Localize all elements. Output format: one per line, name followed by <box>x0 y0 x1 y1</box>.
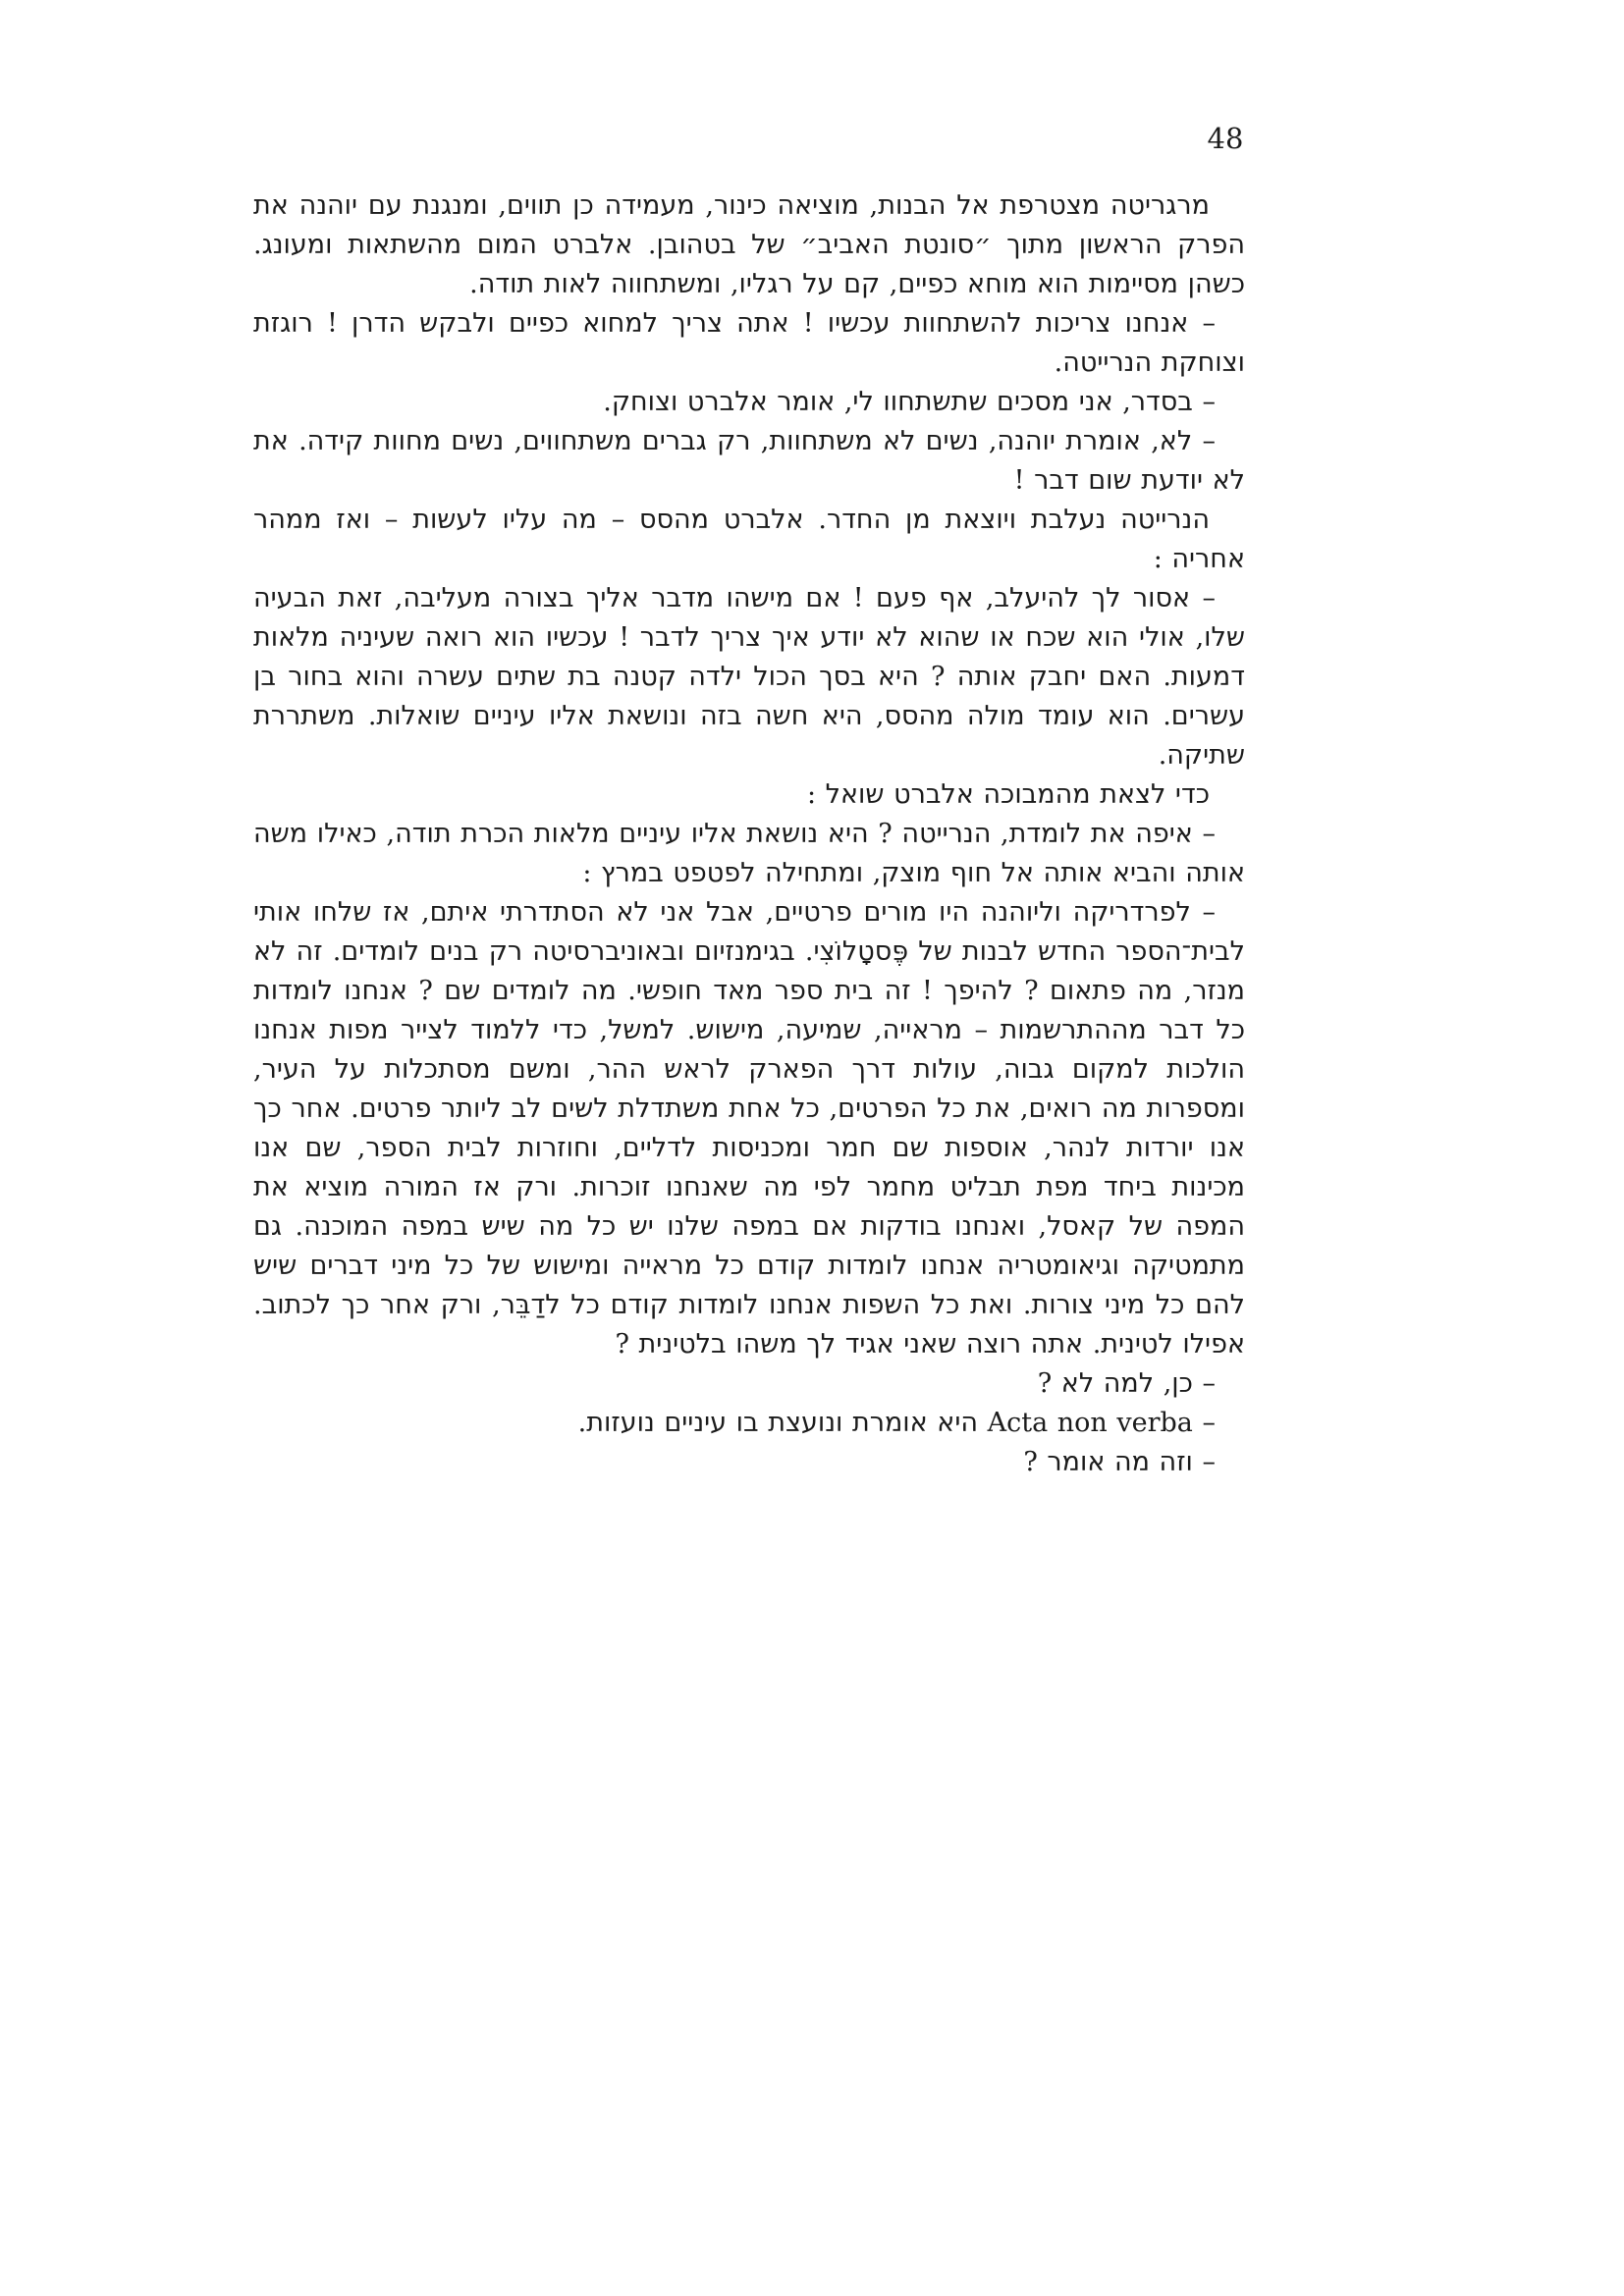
paragraph-dialogue: – וזה מה אומר ? <box>1023 1447 1216 1477</box>
paragraph-dialogue: – לפרדריקה וליוהנה היו מורים פרטיים, אבל אני לא הסתדרתי איתם, אז שלחו אותי לבית־הספר החדש לבנות של פֶּסטָלוֹצִי. בגימנזיום ובאוניברסיטה רק בנים לומדים. זה לא מנזר, מה פתאום ? להיפך ! זה בית ספר מאד חופשי. מה לומדים שם ? אנחנו לומדות כל דבר מההתרשמות – מראייה, שמיעה, מישוש. למשל, כדי ללמוד לצייר מפות אנחנו הולכות למקום גבוה, עולות דרך הפארק לראש ההר, ומשם מסתכלות על העיר, ומספרות מה רואים, את כל הפרטים, כל אחת משתדלת לשים לב ליותר פרטים. אחר כך אנו יורדות לנהר, אוספות שם חמר ומכניסות לדליים, וחוזרות לבית הספר, שם אנו מכינות ביחד מפת תבליט מחמר לפי מה שאנחנו זוכרות. ורק אז המורה מוציא את המפה של קאסל, ואנחנו בודקות אם במפה שלנו יש כל מה שיש במפה המוכנה. גם מתמטיקה וגיאומטריה אנחנו לומדות קודם כל מראייה ומישוש של כל מיני דברים שיש להם כל מיני צורות. ואת כל השפות אנחנו לומדות קודם כל לדַבֵּר, ורק אחר כך לכתוב. אפילו לטינית. אתה רוצה שאני אגיד לך משהו בלטינית ? <box>253 897 1245 1360</box>
paragraph-narration: כדי לצאת מהמבוכה אלברט שואל : <box>806 779 1210 810</box>
paragraph-dialogue: – בסדר, אני מסכים שתשתחוו לי, אומר אלברט וצוחק. <box>603 387 1216 417</box>
paragraph-narration: הנרייטה נעלבת ויוצאת מן החדר. אלברט מהסס – מה עליו לעשות – ואז ממהר אחריה : <box>253 505 1245 574</box>
paragraph-narration: מרגריטה מצטרפת אל הבנות, מוציאה כינור, מעמידה כן תווים, ומנגנת עם יוהנה את הפרק הראשון מתוך ״סונטת האביב״ של בטהובן. אלברט המום מהשתאות ומעונג. כשהן מסיימות הוא מוחא כפיים, קם על רגליו, ומשתחווה לאות תודה. <box>253 190 1245 299</box>
paragraph-dialogue: – אנחנו צריכות להשתחוות עכשיו ! אתה צריך למחוא כפיים ולבקש הדרן ! רוגזת וצוחקת הנרייטה. <box>253 308 1245 378</box>
body-text <box>253 187 1245 1482</box>
paragraph-dialogue: – אסור לך להיעלב, אף פעם ! אם מישהו מדבר אליך בצורה מעליבה, זאת הבעיה שלו, אולי הוא שכח או שהוא לא יודע איך צריך לדבר ! עכשיו הוא רואה שעיניה מלאות דמעות. האם יחבק אותה ? היא בסך הכול ילדה קטנה בת שתים עשרה והוא בחור בן עשרים. הוא עומד מולה מהסס, היא חשה בזה ונושאת אליו עיניים שואלות. משתררת שתיקה. <box>253 583 1245 771</box>
paragraph-dialogue: – כן, למה לא ? <box>1037 1368 1216 1399</box>
paragraph-dialogue: – Acta non verba היא אומרת ונועצת בו עיניים נועזות. <box>577 1408 1216 1438</box>
paragraph-dialogue: – לא, אומרת יוהנה, נשים לא משתחוות, רק גברים משתחווים, נשים מחוות קידה. את לא יודעת שום דבר ! <box>253 426 1245 496</box>
page-number: 48 <box>1207 122 1244 155</box>
paragraph-dialogue: – איפה את לומדת, הנרייטה ? היא נושאת אליו עיניים מלאות הכרת תודה, כאילו משה אותה והביא אותה אל חוף מוצק, ומתחילה לפטפט במרץ : <box>253 819 1245 888</box>
